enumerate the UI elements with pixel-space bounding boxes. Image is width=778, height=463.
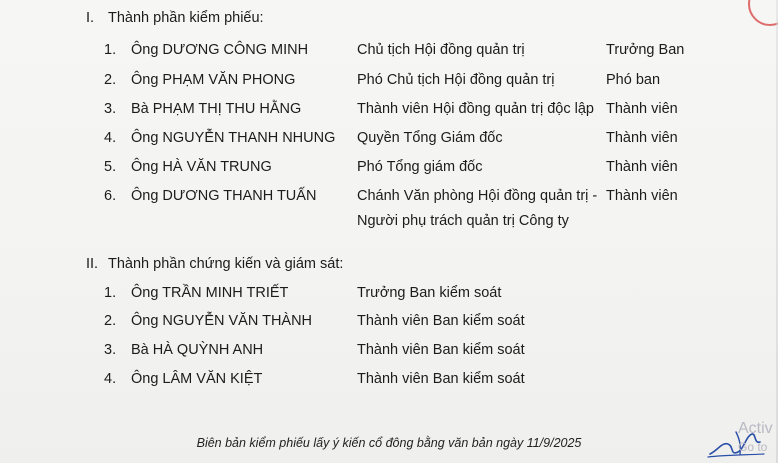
member-position: Thành viên Ban kiểm soát [357, 371, 525, 387]
item-number: 5. [104, 159, 117, 175]
watermark-line-1: Activ [738, 420, 773, 437]
section-1-title: Thành phần kiểm phiếu: [108, 10, 264, 26]
document-footer: Biên bản kiểm phiếu lấy ý kiến cổ đông bằng văn bản ngày 11/9/2025 [196, 436, 582, 450]
item-number: 1. [104, 285, 117, 301]
list-item [0, 371, 778, 399]
item-number: 4. [104, 130, 117, 146]
member-role: Thành viên [606, 130, 678, 146]
member-name: Ông TRẦN MINH TRIẾT [131, 285, 289, 301]
section-2-numeral: II. [86, 256, 99, 272]
member-position: Thành viên Ban kiểm soát [357, 313, 525, 329]
member-name: Ông LÂM VĂN KIỆT [131, 371, 263, 387]
list-item [0, 188, 778, 236]
member-position: Thành viên Hội đồng quản trị độc lập [357, 101, 594, 117]
member-name: Ông NGUYỄN VĂN THÀNH [131, 313, 313, 329]
member-position: Chủ tịch Hội đồng quản trị [357, 42, 525, 58]
list-item [0, 72, 778, 100]
member-position: Phó Tổng giám đốc [357, 159, 483, 175]
member-position: Chánh Văn phòng Hội đồng quản trị - [357, 188, 598, 204]
stamp-fragment [748, 0, 778, 26]
item-number: 6. [104, 188, 117, 204]
list-item [0, 342, 778, 370]
item-number: 4. [104, 371, 117, 387]
member-name: Ông PHẠM VĂN PHONG [131, 72, 296, 88]
item-number: 2. [104, 72, 117, 88]
member-position: Thành viên Ban kiểm soát [357, 342, 525, 358]
member-role: Trưởng Ban [606, 42, 685, 58]
item-number: 3. [104, 342, 117, 358]
list-item [0, 159, 778, 187]
activation-watermark [738, 420, 773, 456]
member-name: Ông HÀ VĂN TRUNG [131, 159, 272, 175]
section-1-numeral: I. [86, 10, 95, 26]
list-item [0, 313, 778, 341]
member-role: Thành viên [606, 159, 678, 175]
member-position: Trưởng Ban kiểm soát [357, 285, 502, 301]
section-2-title: Thành phần chứng kiến và giám sát: [108, 256, 344, 272]
member-role: Thành viên [606, 101, 678, 117]
member-position: Phó Chủ tịch Hội đồng quản trị [357, 72, 555, 88]
member-position: Quyền Tổng Giám đốc [357, 130, 503, 146]
item-number: 2. [104, 313, 117, 329]
list-item [0, 101, 778, 129]
member-position-line2: Người phụ trách quản trị Công ty [357, 213, 569, 229]
member-role: Thành viên [606, 188, 678, 204]
member-name: Bà HÀ QUỲNH ANH [131, 342, 264, 358]
member-name: Ông DƯƠNG CÔNG MINH [131, 42, 309, 58]
item-number: 3. [104, 101, 117, 117]
watermark-line-2: Go to [738, 440, 768, 454]
list-item [0, 42, 778, 70]
item-number: 1. [104, 42, 117, 58]
list-item [0, 130, 778, 158]
member-role: Phó ban [606, 72, 661, 88]
member-name: Ông NGUYỄN THANH NHUNG [131, 130, 336, 146]
member-name: Ông DƯƠNG THANH TUẤN [131, 188, 317, 204]
member-name: Bà PHẠM THỊ THU HẰNG [131, 101, 302, 117]
